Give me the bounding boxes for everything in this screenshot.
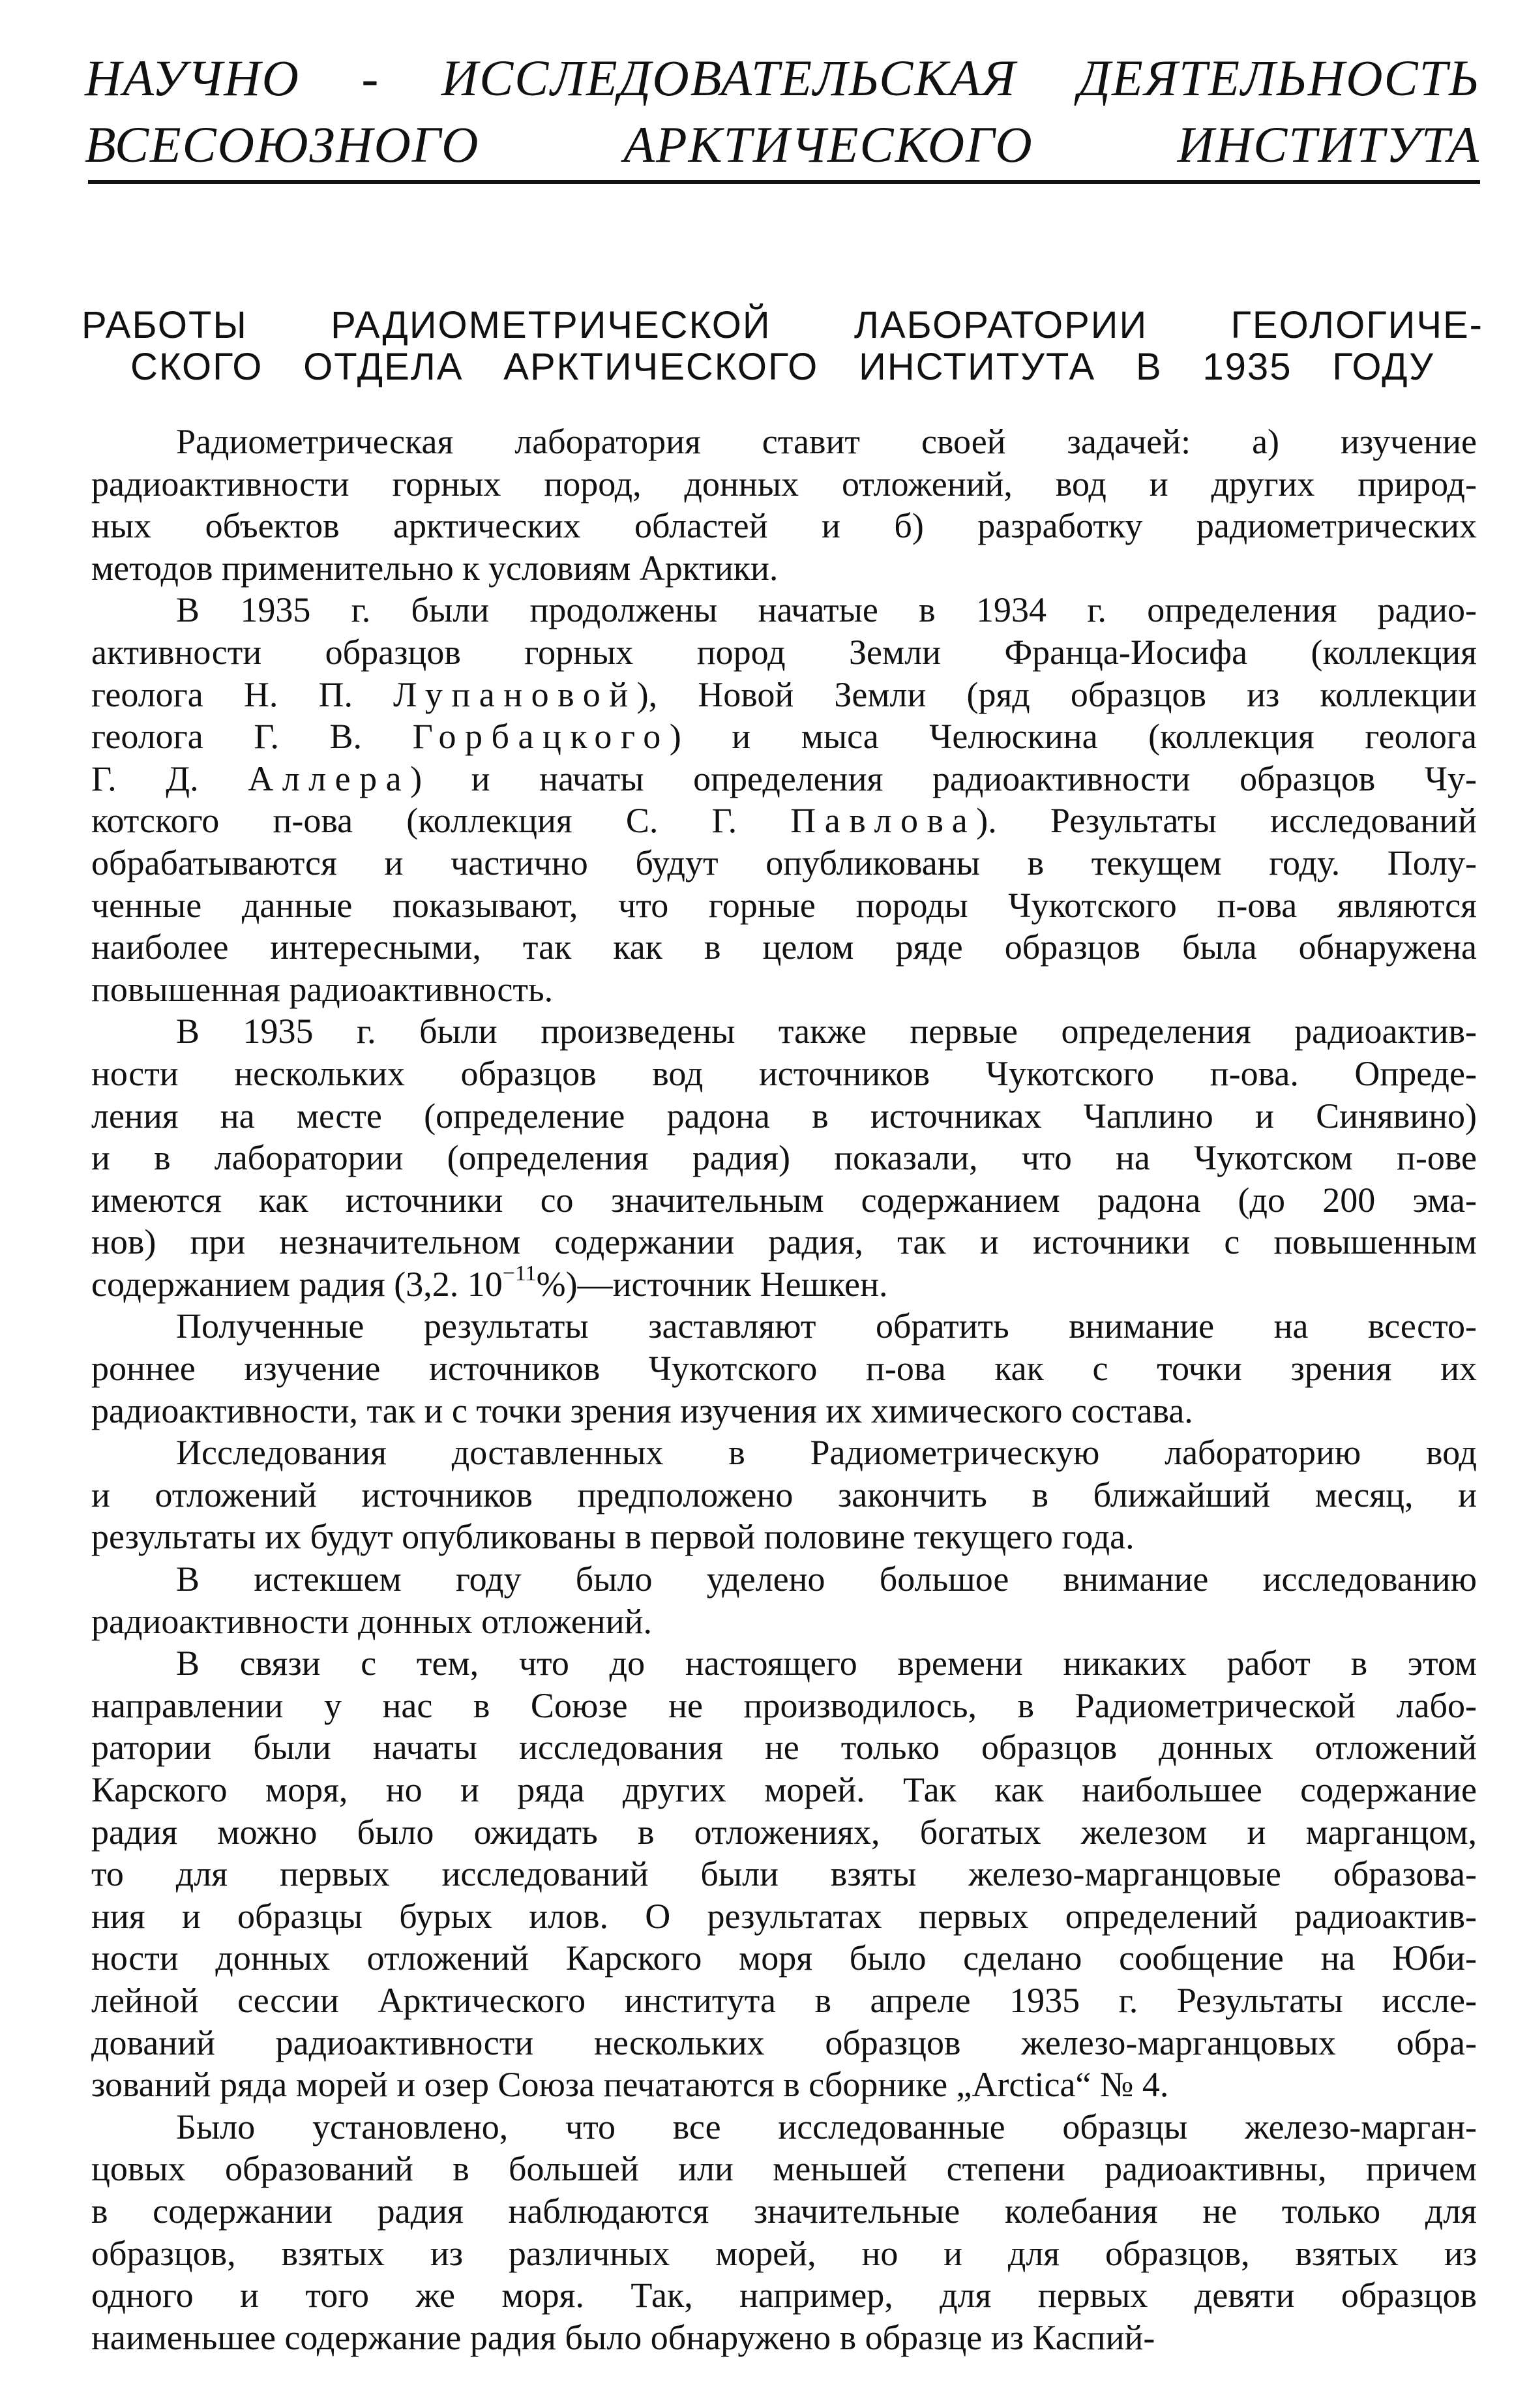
text-segment: ния и образцы бурых илов. О результатах первых определений радиоактив- (91, 1896, 1477, 1936)
text-segment: наименьшее содержание радия было обнаружено в образце из Каспий- (91, 2317, 1155, 2357)
article-title-line-2: СКОГО ОТДЕЛА АРКТИЧЕСКОГО ИНСТИТУТА В 1935 ГОДУ (130, 346, 1434, 388)
text-line (91, 2190, 1477, 2233)
text-line (91, 1305, 1477, 1347)
text-line (91, 1263, 1477, 1306)
text-segment: содержанием радия (3,2. 10 (91, 1264, 503, 1304)
text-segment: В связи с тем, что до настоящего времени никаких работ в этом (176, 1644, 1477, 1683)
text-line (91, 1474, 1477, 1516)
paragraph (91, 1305, 1477, 1432)
text-segment: ченные данные показывают, что горные породы Чукотского п-ова являются (91, 885, 1477, 925)
text-segment: результаты их будут опубликованы в первой половине текущего года. (91, 1517, 1135, 1557)
text-line (91, 2274, 1477, 2317)
text-line (91, 1601, 1477, 1643)
header-divider (88, 180, 1480, 184)
text-line (91, 926, 1477, 969)
spaced-name: Павлова (790, 801, 977, 841)
text-line (91, 800, 1477, 842)
text-line (91, 421, 1477, 463)
text-line (91, 674, 1477, 716)
text-segment: радия можно было ожидать в отложениях, богатых железом и марганцом, (91, 1812, 1477, 1852)
paragraph (91, 1642, 1477, 2106)
text-segment: повышенная радиоактивность. (91, 969, 554, 1009)
text-line (91, 2022, 1477, 2064)
text-segment: ), Новой Земли (ряд образцов из коллекции (636, 674, 1477, 714)
text-line (91, 1979, 1477, 2022)
text-segment: активности образцов горных пород Земли Франца-Иосифа (коллекция (91, 632, 1477, 672)
paragraph (91, 1558, 1477, 1642)
paragraph (91, 1010, 1477, 1305)
text-segment: дований радиоактивности нескольких образцов железо-марганцовых обра- (91, 2023, 1477, 2062)
text-line (91, 1432, 1477, 1474)
text-segment: радиоактивности, так и с точки зрения изучения их химического состава. (91, 1391, 1193, 1430)
text-segment: Радиометрическая лаборатория ставит своей задачей: а) изучение (176, 422, 1477, 461)
text-line (91, 884, 1477, 927)
text-segment: радиоактивности донных отложений. (91, 1601, 652, 1641)
text-line (91, 1390, 1477, 1432)
text-segment: роннее изучение источников Чукотского п-ова как с точки зрения их (91, 1349, 1477, 1389)
text-segment: образцов, взятых из различных морей, но и для образцов, взятых из (91, 2233, 1477, 2273)
text-segment: нов) при незначительном содержании радия, так и источники с повышенным (91, 1222, 1477, 1262)
paragraph (91, 1432, 1477, 1558)
text-line (91, 1010, 1477, 1053)
text-segment: радиоактивности горных пород, донных отложений, вод и других природ- (91, 464, 1477, 504)
text-segment: обрабатываются и частично будут опубликованы в текущем году. Полу- (91, 843, 1477, 882)
text-segment: ). Результаты исследований (976, 801, 1477, 841)
text-line (91, 1895, 1477, 1938)
spaced-name: Лупановой (393, 674, 637, 714)
text-line (91, 2106, 1477, 2148)
text-line (91, 1642, 1477, 1685)
text-segment: Полученные результаты заставляют обратить внимание на всесто- (176, 1306, 1477, 1346)
text-segment: одного и того же моря. Так, например, для первых девяти образцов (91, 2276, 1477, 2315)
text-segment: и отложений источников предположено закончить в ближайший месяц, и (91, 1475, 1477, 1514)
text-segment: В 1935 г. были продолжены начатые в 1934 г. определения радио- (176, 590, 1477, 630)
text-segment: В 1935 г. были произведены также первые определения радиоактив- (176, 1012, 1477, 1051)
text-segment: котского п-ова (коллекция С. Г. (91, 801, 791, 841)
paragraph (91, 589, 1477, 1010)
text-segment: наиболее интересными, так как в целом ряде образцов была обнаружена (91, 927, 1477, 967)
text-line (91, 1137, 1477, 1179)
text-line (91, 758, 1477, 800)
text-line (91, 547, 1477, 590)
text-segment: то для первых исследований были взяты железо-марганцовые образова- (91, 1854, 1477, 1894)
text-line (91, 1221, 1477, 1263)
text-line (91, 1095, 1477, 1137)
text-line (91, 1853, 1477, 1895)
text-line (91, 1811, 1477, 1854)
text-segment: и в лаборатории (определения радия) показали, что на Чукотском п-ове (91, 1138, 1477, 1178)
text-segment: Карского моря, но и ряда других морей. Так как наибольшее содержание (91, 1770, 1477, 1809)
section-header-line-2: ВСЕСОЮЗНОГО АРКТИЧЕСКОГО ИНСТИТУТА (85, 116, 1480, 173)
article-body (91, 421, 1477, 2358)
text-line (91, 969, 1477, 1011)
text-segment: геолога Г. В. (91, 717, 413, 757)
text-segment: Г. Д. (91, 759, 248, 798)
text-line (91, 1685, 1477, 1727)
text-line (91, 715, 1477, 758)
text-line (91, 2148, 1477, 2190)
text-segment: Было установлено, что все исследованные образцы железо-марган- (176, 2107, 1477, 2146)
text-segment: направлении у нас в Союзе не производилось, в Радиометрической лабо- (91, 1685, 1477, 1725)
text-segment: зований ряда морей и озер Союза печатаются в сборнике „Arctica“ № 4. (91, 2065, 1169, 2105)
text-segment: методов применительно к условиям Арктики. (91, 548, 779, 588)
text-segment: Исследования доставленных в Радиометрическую лабораторию вод (176, 1433, 1477, 1473)
text-segment: лейной сессии Арктического института в апреле 1935 г. Результаты иссле- (91, 1980, 1477, 2020)
paragraph (91, 421, 1477, 589)
text-segment: имеются как источники со значительным содержанием радона (до 200 эма- (91, 1180, 1477, 1220)
spaced-name: Аллера (248, 759, 411, 798)
superscript-exponent: −11 (502, 1261, 537, 1286)
text-line (91, 2233, 1477, 2275)
text-segment: геолога Н. П. (91, 674, 394, 714)
text-segment: ления на месте (определение радона в источниках Чаплино и Синявино) (91, 1096, 1477, 1136)
text-line (91, 1179, 1477, 1222)
text-segment: в содержании радия наблюдаются значительные колебания не только для (91, 2191, 1477, 2231)
text-line (91, 589, 1477, 631)
paragraph (91, 2106, 1477, 2359)
text-line (91, 1516, 1477, 1558)
text-line (91, 1769, 1477, 1811)
text-segment: ) и начаты определения радиоактивности образцов Чу- (410, 759, 1477, 798)
text-line (91, 2317, 1477, 2359)
text-segment: %)—источник Нешкен. (536, 1264, 888, 1304)
text-line (91, 463, 1477, 505)
text-line (91, 505, 1477, 547)
text-line (91, 1726, 1477, 1769)
text-segment: ) и мыса Челюскина (коллекция геолога (669, 717, 1477, 757)
text-line (91, 1347, 1477, 1390)
text-line (91, 631, 1477, 674)
text-segment: ных объектов арктических областей и б) разработку радиометрических (91, 506, 1477, 546)
section-header-line-1: НАУЧНО - ИССЛЕДОВАТЕЛЬСКАЯ ДЕЯТЕЛЬНОСТЬ (85, 50, 1480, 106)
text-segment: В истекшем году было уделено большое внимание исследованию (176, 1559, 1477, 1599)
text-line (91, 1053, 1477, 1095)
text-line (91, 2064, 1477, 2106)
text-line (91, 1558, 1477, 1601)
text-line (91, 1937, 1477, 1979)
text-segment: ратории были начаты исследования не только образцов донных отложений (91, 1728, 1477, 1768)
article-title-line-1: РАБОТЫ РАДИОМЕТРИЧЕСКОЙ ЛАБОРАТОРИИ ГЕОЛОГИЧЕ- (82, 304, 1483, 346)
text-segment: цовых образований в большей или меньшей степени радиоактивны, причем (91, 2149, 1477, 2189)
text-segment: ности нескольких образцов вод источников Чукотского п-ова. Опреде- (91, 1053, 1477, 1093)
text-segment: ности донных отложений Карского моря было сделано сообщение на Юби- (91, 1938, 1477, 1978)
text-line (91, 842, 1477, 884)
spaced-name: Горбацкого (412, 717, 670, 757)
